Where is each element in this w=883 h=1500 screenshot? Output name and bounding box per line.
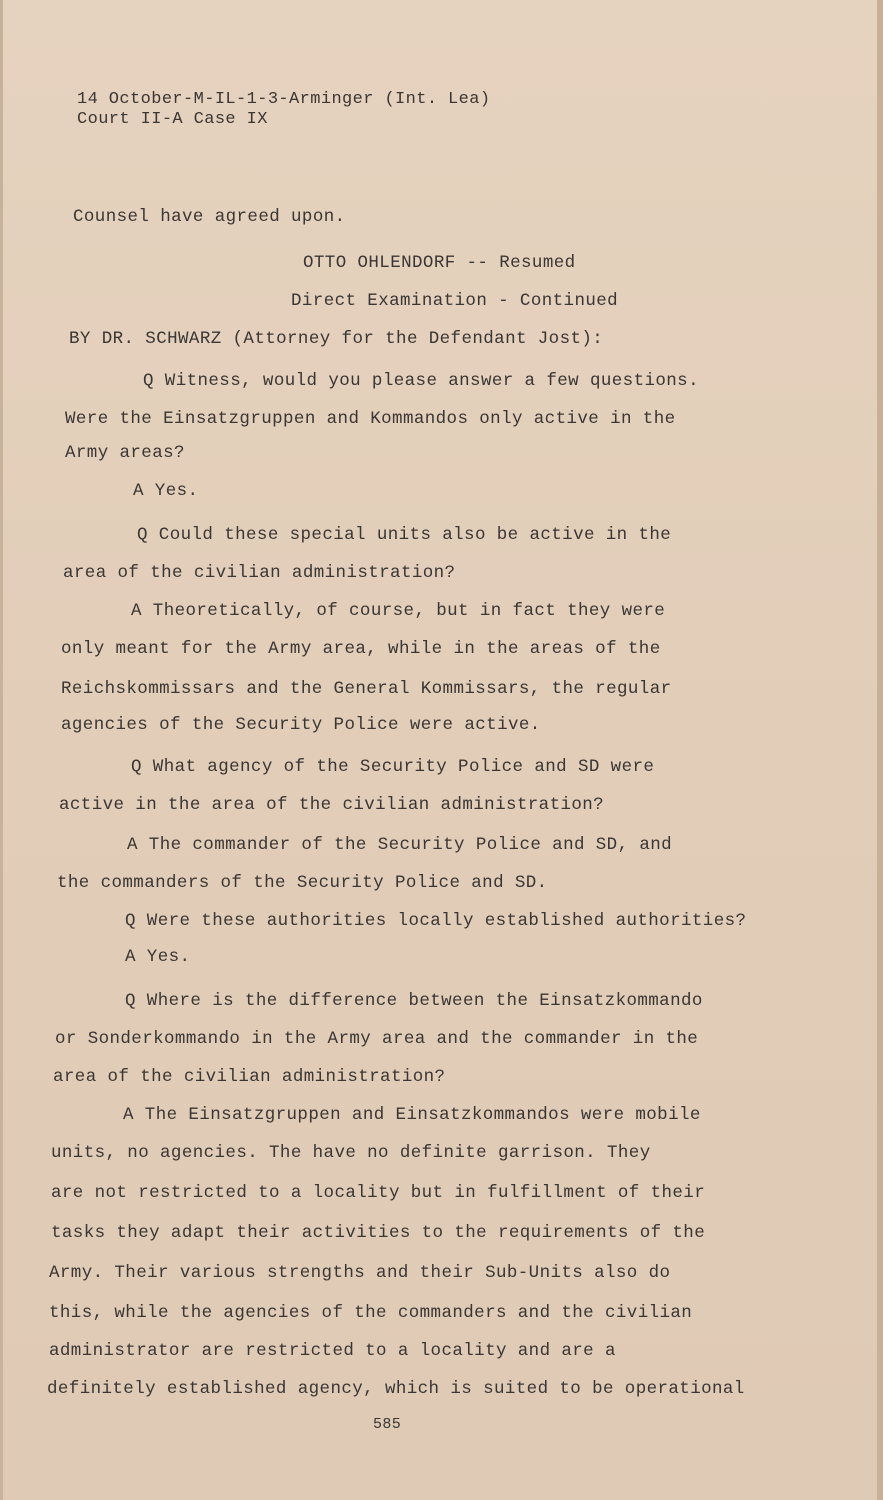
examiner-line: BY DR. SCHWARZ (Attorney for the Defendant Jost): xyxy=(69,329,604,349)
answer-line: A The commander of the Security Police and SD, and xyxy=(127,835,673,855)
body-line: definitely established agency, which is suited to be operational xyxy=(47,1379,745,1399)
body-line: are not restricted to a locality but in fulfillment of their xyxy=(51,1183,706,1203)
body-line: Counsel have agreed upon. xyxy=(73,207,346,227)
body-line: Army. Their various strengths and their Sub-Units also do xyxy=(49,1263,671,1283)
question-line: Q Witness, would you please answer a few questions. xyxy=(143,371,699,391)
body-line: Reichskommissars and the General Kommissars, the regular xyxy=(61,679,672,699)
answer-line: A The Einsatzgruppen and Einsatzkommandos were mobile xyxy=(123,1105,701,1125)
body-line: only meant for the Army area, while in the areas of the xyxy=(61,639,661,659)
header-line-2: Court II-A Case IX xyxy=(77,110,268,129)
body-line: area of the civilian administration? xyxy=(53,1067,446,1087)
examination-heading: Direct Examination - Continued xyxy=(291,291,619,311)
question-line: Q What agency of the Security Police and SD were xyxy=(131,757,655,777)
body-line: the commanders of the Security Police and SD. xyxy=(57,873,548,893)
body-line: administrator are restricted to a locality and are a xyxy=(49,1341,616,1361)
answer-line: A Yes. xyxy=(125,947,191,967)
body-line: tasks they adapt their activities to the requirements of the xyxy=(51,1223,706,1243)
body-line: or Sonderkommando in the Army area and the commander in the xyxy=(55,1029,699,1049)
body-line: this, while the agencies of the commanders and the civilian xyxy=(49,1303,693,1323)
body-line: agencies of the Security Police were active. xyxy=(61,715,541,735)
body-line: active in the area of the civilian administration? xyxy=(59,795,605,815)
body-line: units, no agencies. The have no definite garrison. They xyxy=(51,1143,651,1163)
header-line-1: 14 October-M-IL-1-3-Arminger (Int. Lea) xyxy=(77,90,491,109)
body-line: Were the Einsatzgruppen and Kommandos only active in the xyxy=(65,409,676,429)
question-line: Q Were these authorities locally established authorities? xyxy=(125,911,747,931)
question-line: Q Could these special units also be active in the xyxy=(137,525,672,545)
question-line: Q Where is the difference between the Einsatzkommando xyxy=(125,991,703,1011)
page-number: 585 xyxy=(373,1416,402,1433)
answer-line: A Theoretically, of course, but in fact they were xyxy=(131,601,666,621)
body-line: area of the civilian administration? xyxy=(63,563,456,583)
body-line: Army areas? xyxy=(65,443,185,463)
witness-heading: OTTO OHLENDORF -- Resumed xyxy=(303,253,576,273)
answer-line: A Yes. xyxy=(133,481,199,501)
